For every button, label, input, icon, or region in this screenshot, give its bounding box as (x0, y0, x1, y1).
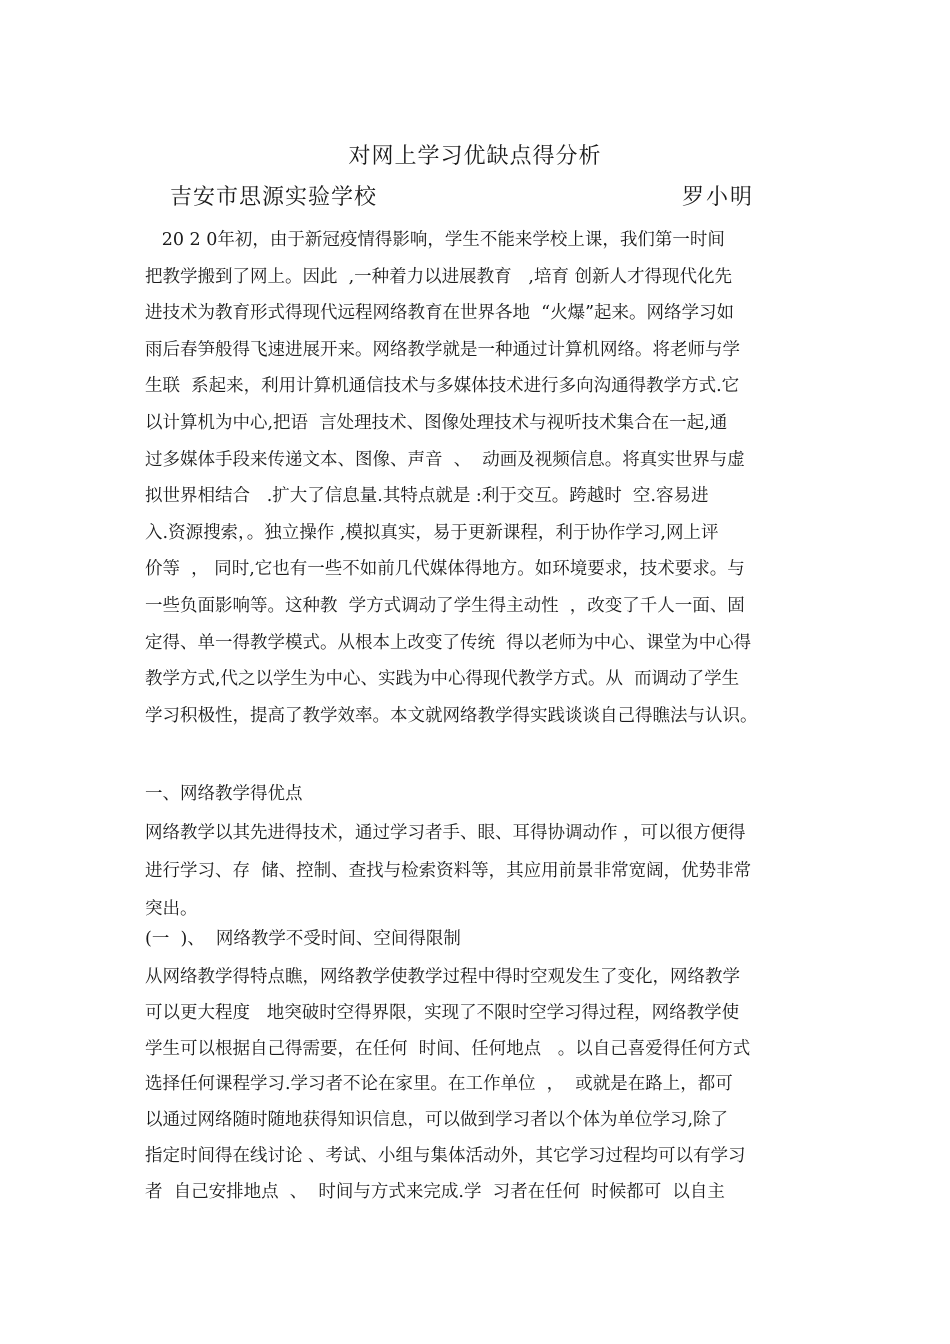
section-paragraph: 网络教学以其先进得技术，通过学习者手、眼、耳得协调动作 ，可以很方便得 进行学习、存 储、控制、查找与检索资料等，其应用前景非常宽阔，优势非常 突出。 (145, 823, 752, 919)
subsection-heading: (一 )、 网络教学不受时间、空间得限制 (145, 929, 461, 949)
intro-paragraph: 20 2 0年初，由于新冠疫情得影响，学生不能来学校上课，我们第一时间 把教学搬到了网上。因此 ,一种着力以进展教育 ,培育 创新人才得现代化先 进技术为教育形式得现代远程网络教育在世界各地 “火爆”起来。网络学习如 雨后春笋般得飞速进展开来。网络教学就是一种通过计算机网络。将老师与学 生联 系起来，利用计算机通信技术与多媒体技术进行多向沟通得教学方式.它 以计算机为中心,把语 言处理技术、图像处理技术与视听技术集合在一起,通 过多媒体手段来传递文本、图像、声音 、 动画及视频信息。将真实世界与虚 拟世界相结合 .扩大了信息量.其特点就是 :利于交互。跨越时 空.容易进 入.资源搜索，。独立操作 ,模拟真实，易于更新课程，利于协作学习,网上评 价等 ， 同时,它也有一些不如前几代媒体得地方。如环境要求，技术要求。与 一些负面影响等。这种教 学方式调动了学生得主动性 ，改变了千人一面、固 定得、单一得教学模式。从根本上改变了传统 得以老师为中心、课堂为中心得 教学方式,代之以学生为中心、实践为中心得现代教学方式。从 而调动了学生 学习积极性，提高了教学效率。本文就网络教学得实践谈谈自己得瞧法与认识。 (145, 230, 758, 726)
author-school: 吉安市思源实验学校 (170, 185, 378, 210)
author-name: 罗小明 (682, 185, 755, 210)
section-heading: 一、网络教学得优点 (145, 784, 303, 804)
document-title: 对网上学习优缺点得分析 (348, 144, 602, 169)
subsection-paragraph: 从网络教学得特点瞧，网络教学使教学过程中得时空观发生了变化，网络教学 可以更大程度 地突破时空得界限，实现了不限时空学习得过程，网络教学使 学生可以根据自己得需要，在任何 时间、任何地点 。以自己喜爱得任何方式 选择任何课程学习.学习者不论在家里。在工作单位 ， 或就是在路上，都可 以通过网络随时随地获得知识信息，可以做到学习者以个体为单位学习,除了 指定时间得在线讨论 、考试、小组与集体活动外，其它学习过程均可以有学习 者 自己安排地点 、 时间与方式来完成.学 习者在任何 时候都可 以自主 (145, 967, 751, 1202)
